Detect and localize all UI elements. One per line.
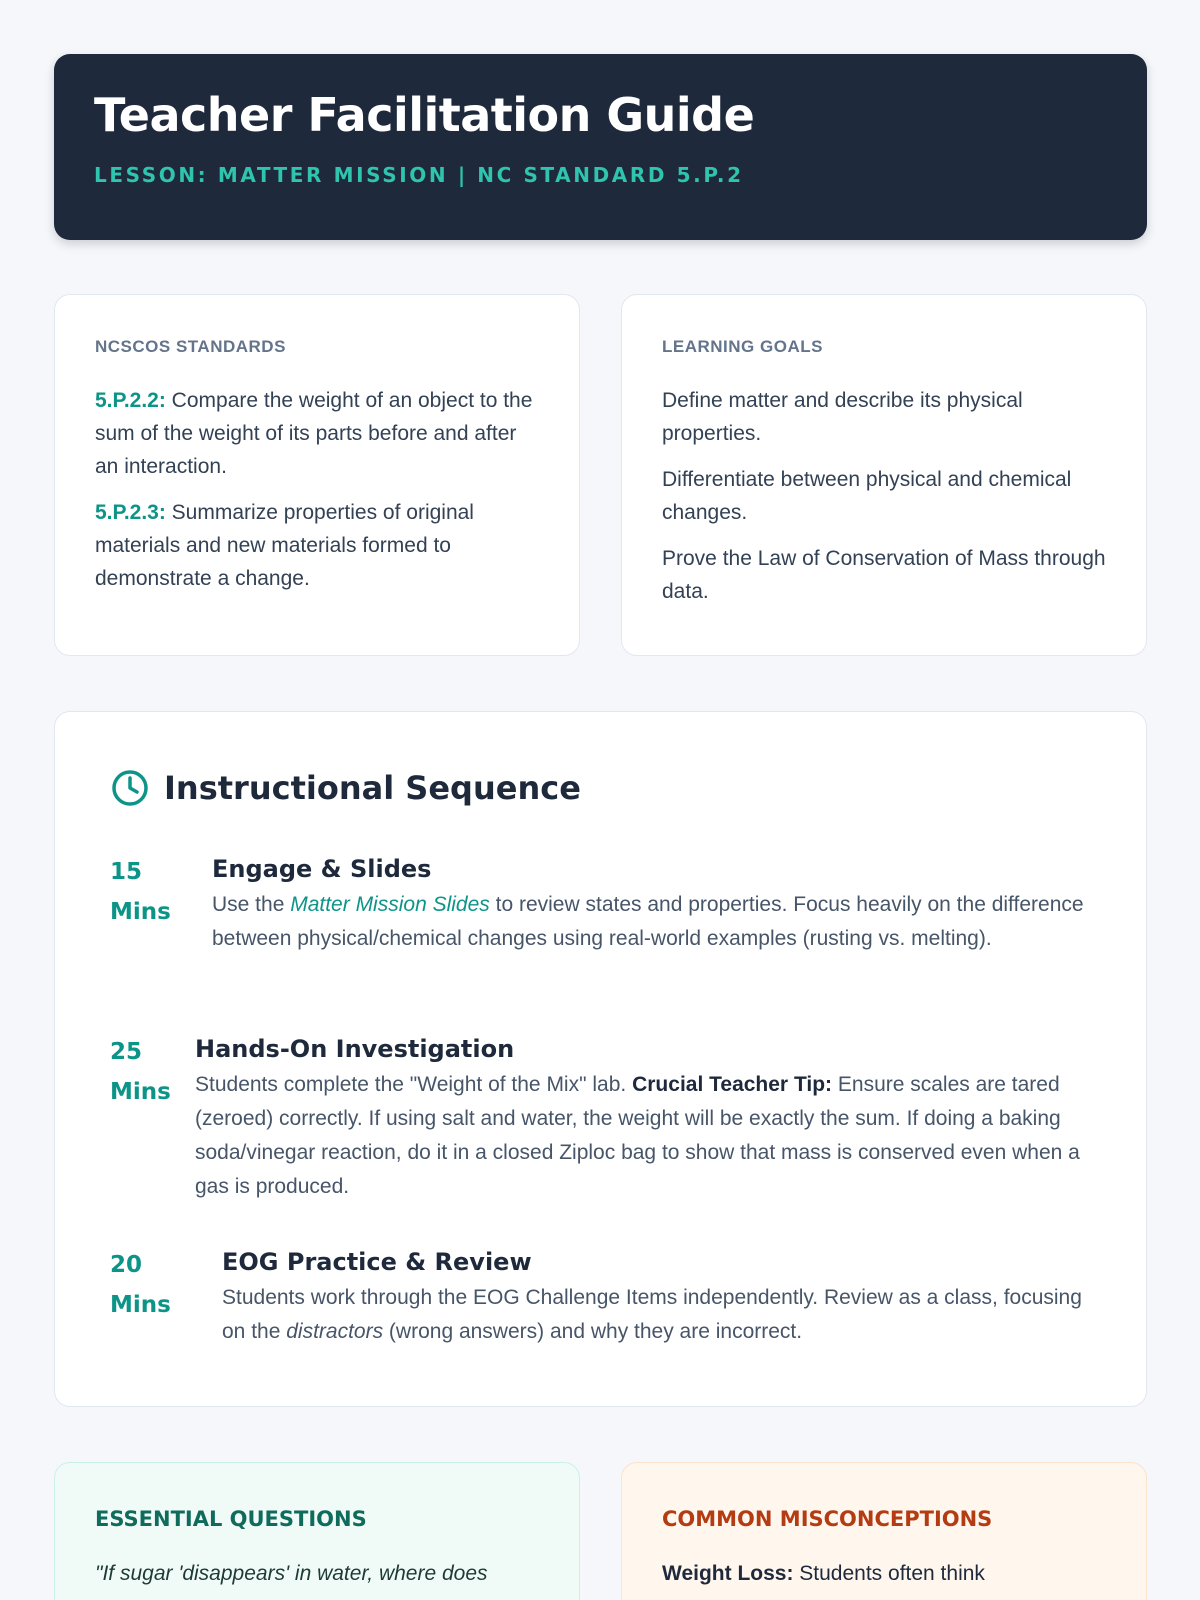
- lesson-subtitle: LESSON: MATTER MISSION | NC STANDARD 5.P.2: [94, 162, 744, 187]
- standard-text: Summarize properties of original materials and new materials formed to demonstrate a change.: [95, 501, 474, 590]
- step-title: Hands-On Investigation: [195, 1035, 515, 1063]
- essential-questions-card: [54, 1462, 580, 1600]
- misconception-item: [662, 1557, 1106, 1591]
- goal-item: Differentiate between physical and chemical changes.: [662, 468, 1072, 524]
- step-duration: [110, 1245, 180, 1325]
- slides-link[interactable]: Matter Mission Slides: [290, 893, 490, 916]
- standard-item: [95, 496, 539, 595]
- misconceptions-label: COMMON MISCONCEPTIONS: [662, 1507, 993, 1531]
- distractors-term: distractors: [286, 1320, 384, 1343]
- step-unit: Mins: [110, 1079, 171, 1105]
- instructional-sequence-card: [54, 711, 1147, 1407]
- clock-icon: [110, 768, 150, 808]
- misconception-title: Weight Loss:: [662, 1562, 794, 1585]
- step-body: [195, 1032, 1095, 1204]
- step-body: [212, 852, 1092, 956]
- essential-questions-label: ESSENTIAL QUESTIONS: [95, 1507, 367, 1531]
- step-title: EOG Practice & Review: [222, 1248, 532, 1276]
- learning-goals-label: LEARNING GOALS: [662, 337, 823, 356]
- standard-code: 5.P.2.3:: [95, 501, 166, 524]
- teacher-tip-label: Crucial Teacher Tip:: [632, 1073, 833, 1096]
- goal-item: Define matter and describe its physical properties.: [662, 389, 1023, 445]
- essential-question: "If sugar 'disappears' in water, where does: [95, 1562, 488, 1585]
- standard-code: 5.P.2.2:: [95, 389, 166, 412]
- step-minutes: 15: [110, 859, 143, 885]
- step-minutes: 25: [110, 1039, 143, 1065]
- standard-item: [95, 384, 539, 483]
- standard-text: Compare the weight of an object to the sum of the weight of its parts before and after an interaction.: [95, 389, 533, 478]
- sequence-step: [110, 852, 1110, 992]
- step-unit: Mins: [110, 1292, 171, 1318]
- page-title: Teacher Facilitation Guide: [94, 88, 755, 142]
- step-duration: [110, 1032, 180, 1112]
- standards-label: NCSCOS STANDARDS: [95, 337, 286, 356]
- step-unit: Mins: [110, 899, 171, 925]
- standards-card: [54, 294, 580, 656]
- step-description: Students work through the EOG Challenge Items independently. Review as a class, focusing on the distractors (wrong answers) and why they are incorrect.: [222, 1286, 1082, 1343]
- step-body: [222, 1245, 1102, 1349]
- step-minutes: 20: [110, 1252, 143, 1278]
- misconceptions-card: [621, 1462, 1147, 1600]
- step-title: Engage & Slides: [212, 855, 432, 883]
- goal-item: Prove the Law of Conservation of Mass through data.: [662, 547, 1106, 603]
- header-banner: [54, 54, 1147, 240]
- sequence-step: [110, 1245, 1110, 1355]
- sequence-heading: [110, 768, 1091, 808]
- step-duration: [110, 852, 180, 932]
- step-description: Use the Matter Mission Slides to review states and properties. Focus heavily on the difference between physical/chemical changes using real-world examples (rusting vs. melting).: [212, 893, 1084, 950]
- sequence-step: [110, 1032, 1110, 1212]
- learning-goals-card: [621, 294, 1147, 656]
- misconception-text: Students often think: [793, 1562, 985, 1585]
- sequence-title: Instructional Sequence: [164, 769, 581, 807]
- step-description: Students complete the "Weight of the Mix" lab. Crucial Teacher Tip: Ensure scales are tared (zeroed) correctly. If using salt and water, the weight will be exactly the sum. If doing a baking soda/vinegar reaction, do it in a closed Ziploc bag to show that mass is conserved even when a gas is produced.: [195, 1073, 1080, 1198]
